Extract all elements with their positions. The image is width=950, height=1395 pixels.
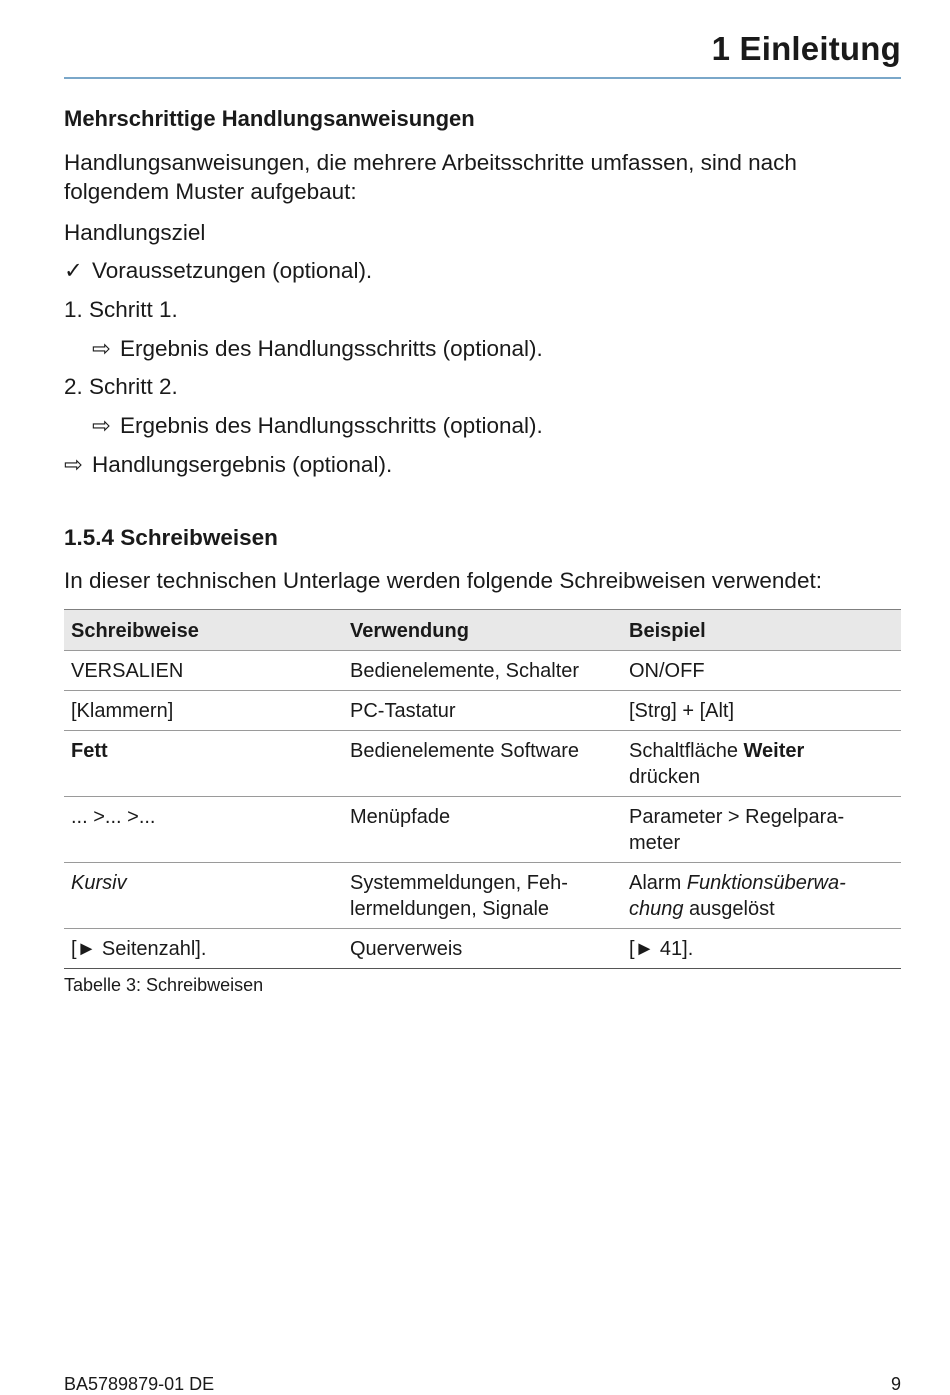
multi-step-intro: Handlungsanweisungen, die mehrere Arbeitsschritte umfassen, sind nach folgendem Muster aufgebaut: <box>64 150 797 204</box>
table-row <box>64 797 901 863</box>
prerequisite-text: Voraussetzungen (optional). <box>92 258 373 283</box>
step-2-result-text: Ergebnis des Handlungsschritts (optional). <box>120 413 543 438</box>
table-cell: Bedienelemente Software <box>343 731 622 797</box>
table-cell <box>622 863 901 929</box>
table-cell: [► Seitenzahl]. <box>64 929 343 969</box>
example-italic-text: chung <box>629 898 684 920</box>
table-row <box>64 691 901 731</box>
example-text: drücken <box>629 766 701 788</box>
table-caption: Tabelle 3: Schreibweisen <box>64 975 264 995</box>
example-text: Schaltfläche <box>629 740 744 762</box>
step-1-result-text: Ergebnis des Handlungsschritts (optional). <box>120 336 543 361</box>
document-id: BA5789879-01 DE <box>64 1374 215 1394</box>
multi-step-heading: Mehrschrittige Handlungsanweisungen <box>64 106 475 131</box>
table-cell: [► 41]. <box>622 929 901 969</box>
result-arrow-icon: ⇨ <box>92 413 111 438</box>
step-2-result <box>92 413 543 439</box>
final-result <box>64 452 392 478</box>
table-cell: [Klammern] <box>64 691 343 731</box>
table-row <box>64 929 901 969</box>
example-bold-text: Weiter <box>743 740 805 762</box>
checkmark-icon: ✓ <box>64 258 83 283</box>
table-cell: VERSALIEN <box>64 651 343 691</box>
table-row <box>64 651 901 691</box>
header-divider <box>64 77 901 79</box>
table-cell: Querverweis <box>343 929 622 969</box>
column-header: Beispiel <box>622 610 901 651</box>
table-cell: Menüpfade <box>343 797 622 863</box>
section-heading: 1.5.4 Schreibweisen <box>64 525 278 550</box>
section-intro: In dieser technischen Unterlage werden folgende Schreibweisen verwendet: <box>64 568 822 593</box>
column-header: Verwendung <box>343 610 622 651</box>
step-1: 1. Schritt 1. <box>64 297 178 322</box>
table-cell: [Strg] + [Alt] <box>622 691 901 731</box>
notation-table <box>64 609 901 969</box>
table-header-row <box>64 610 901 651</box>
step-1-result <box>92 336 543 362</box>
prerequisite-line <box>64 258 372 284</box>
table-cell <box>622 731 901 797</box>
table-row <box>64 863 901 929</box>
chapter-title: 1 Einleitung <box>711 30 901 67</box>
example-text: meter <box>629 832 681 854</box>
table-cell: ... >... >... <box>64 797 343 863</box>
usage-text: Systemmeldungen, Feh- <box>350 872 568 894</box>
final-result-text: Handlungsergebnis (optional). <box>92 452 393 477</box>
example-text: ausgelöst <box>683 898 775 920</box>
table-row <box>64 731 901 797</box>
table-cell: PC-Tastatur <box>343 691 622 731</box>
goal-line: Handlungsziel <box>64 220 206 245</box>
table-cell: ON/OFF <box>622 651 901 691</box>
example-text: Parameter > Regelpara- <box>629 806 845 828</box>
usage-text: lermeldungen, Signale <box>350 898 550 920</box>
result-arrow-icon: ⇨ <box>64 452 83 477</box>
example-text: Alarm <box>629 872 687 894</box>
step-2: 2. Schritt 2. <box>64 374 178 399</box>
column-header: Schreibweise <box>64 610 343 651</box>
table-cell: Kursiv <box>64 863 343 929</box>
page-number: 9 <box>890 1374 901 1394</box>
table-cell <box>343 863 622 929</box>
example-italic-text: Funktionsüberwa- <box>686 872 846 894</box>
table-cell: Bedienelemente, Schalter <box>343 651 622 691</box>
table-cell: Fett <box>64 731 343 797</box>
result-arrow-icon: ⇨ <box>92 336 111 361</box>
table-cell <box>622 797 901 863</box>
